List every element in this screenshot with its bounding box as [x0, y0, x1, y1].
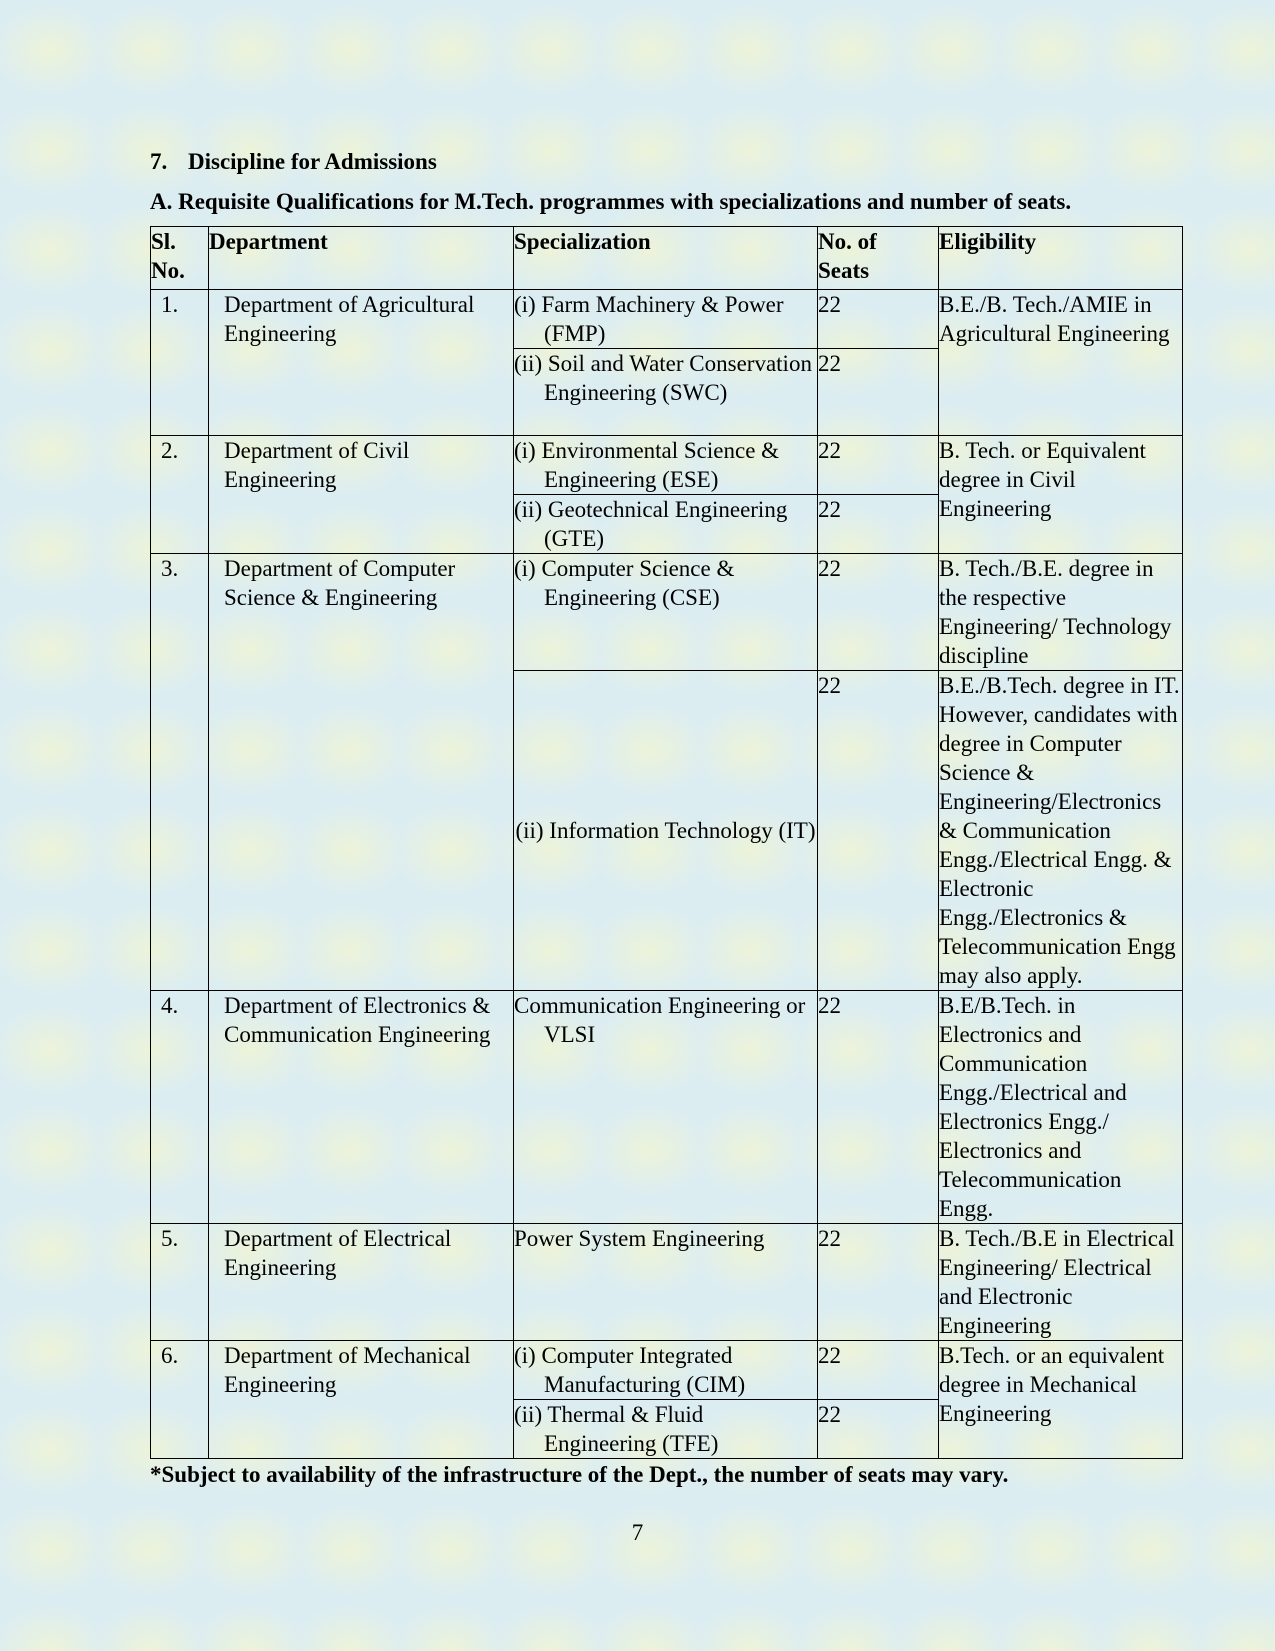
- table-row: [151, 290, 1183, 349]
- table-caption: A. Requisite Qualifications for M.Tech. programmes with specializations and number of seats.: [150, 189, 1072, 214]
- seats-cell: 22: [818, 1341, 939, 1400]
- seats-footnote: *Subject to availability of the infrastructure of the Dept., the number of seats may vary.: [150, 1462, 1009, 1487]
- sl-cell: 6.: [151, 1341, 209, 1459]
- specialization-cell: (ii) Geotechnical Engineering (GTE): [514, 495, 818, 554]
- document-page: [150, 148, 1182, 1489]
- specialization-cell: (i) Computer Integrated Manufacturing (CIM): [514, 1341, 818, 1400]
- seats-cell: 22: [818, 436, 939, 495]
- table-header-row: [151, 227, 1183, 290]
- department-cell: Department of Electronics & Communication Engineering: [209, 991, 514, 1224]
- eligibility-cell: B. Tech. or Equivalent degree in Civil Engineering: [939, 436, 1183, 554]
- specialization-cell: (i) Farm Machinery & Power (FMP): [514, 290, 818, 349]
- header-eligibility: Eligibility: [939, 227, 1183, 290]
- seats-cell: 22: [818, 554, 939, 671]
- table-row: [151, 1224, 1183, 1341]
- header-specialization: Specialization: [514, 227, 818, 290]
- seats-cell: 22: [818, 671, 939, 991]
- specialization-cell: (ii) Thermal & Fluid Engineering (TFE): [514, 1400, 818, 1459]
- header-seats: No. of Seats: [818, 227, 939, 290]
- section-number: 7.: [150, 149, 168, 174]
- eligibility-cell: B.E/B.Tech. in Electronics and Communication Engg./Electrical and Electronics Engg./ Electronics and Telecommunication Engg.: [939, 991, 1183, 1224]
- specialization-cell: (ii) Information Technology (IT): [514, 671, 818, 991]
- specialization-cell: Power System Engineering: [514, 1224, 818, 1341]
- section-heading: [150, 148, 1182, 176]
- table-row: [151, 1341, 1183, 1400]
- admissions-table: [150, 226, 1183, 1459]
- specialization-cell: (i) Environmental Science & Engineering (ESE): [514, 436, 818, 495]
- sl-cell: 4.: [151, 991, 209, 1224]
- sl-cell: 2.: [151, 436, 209, 554]
- specialization-cell: (i) Computer Science & Engineering (CSE): [514, 554, 818, 671]
- department-cell: Department of Electrical Engineering: [209, 1224, 514, 1341]
- seats-cell: 22: [818, 1224, 939, 1341]
- page-number: 7: [631, 1520, 644, 1545]
- sl-cell: 5.: [151, 1224, 209, 1341]
- seats-cell: 22: [818, 290, 939, 349]
- department-cell: Department of Civil Engineering: [209, 436, 514, 554]
- eligibility-cell: B. Tech./B.E in Electrical Engineering/ Electrical and Electronic Engineering: [939, 1224, 1183, 1341]
- specialization-cell: Communication Engineering or VLSI: [514, 991, 818, 1224]
- department-cell: Department of Agricultural Engineering: [209, 290, 514, 436]
- department-cell: Department of Computer Science & Engineering: [209, 554, 514, 991]
- seats-cell: 22: [818, 495, 939, 554]
- section-title: Discipline for Admissions: [188, 149, 437, 174]
- department-cell: Department of Mechanical Engineering: [209, 1341, 514, 1459]
- header-sl-no: Sl. No.: [151, 227, 209, 290]
- seats-cell: 22: [818, 1400, 939, 1459]
- sl-cell: 3.: [151, 554, 209, 991]
- seats-cell: 22: [818, 349, 939, 436]
- sl-cell: 1.: [151, 290, 209, 436]
- eligibility-cell: B.Tech. or an equivalent degree in Mechanical Engineering: [939, 1341, 1183, 1459]
- table-row: [151, 436, 1183, 495]
- eligibility-cell: B. Tech./B.E. degree in the respective Engineering/ Technology discipline: [939, 554, 1183, 671]
- specialization-cell: (ii) Soil and Water Conservation Engineering (SWC): [514, 349, 818, 436]
- seats-cell: 22: [818, 991, 939, 1224]
- header-department: Department: [209, 227, 514, 290]
- eligibility-cell: B.E./B.Tech. degree in IT. However, candidates with degree in Computer Science & Engineering/Electronics & Communication Engg./Electrical Engg. & Electronic Engg./Electronics & Telecommunication Engg may also apply.: [939, 671, 1183, 991]
- table-row: [151, 991, 1183, 1224]
- table-row: [151, 554, 1183, 671]
- eligibility-cell: B.E./B. Tech./AMIE in Agricultural Engineering: [939, 290, 1183, 436]
